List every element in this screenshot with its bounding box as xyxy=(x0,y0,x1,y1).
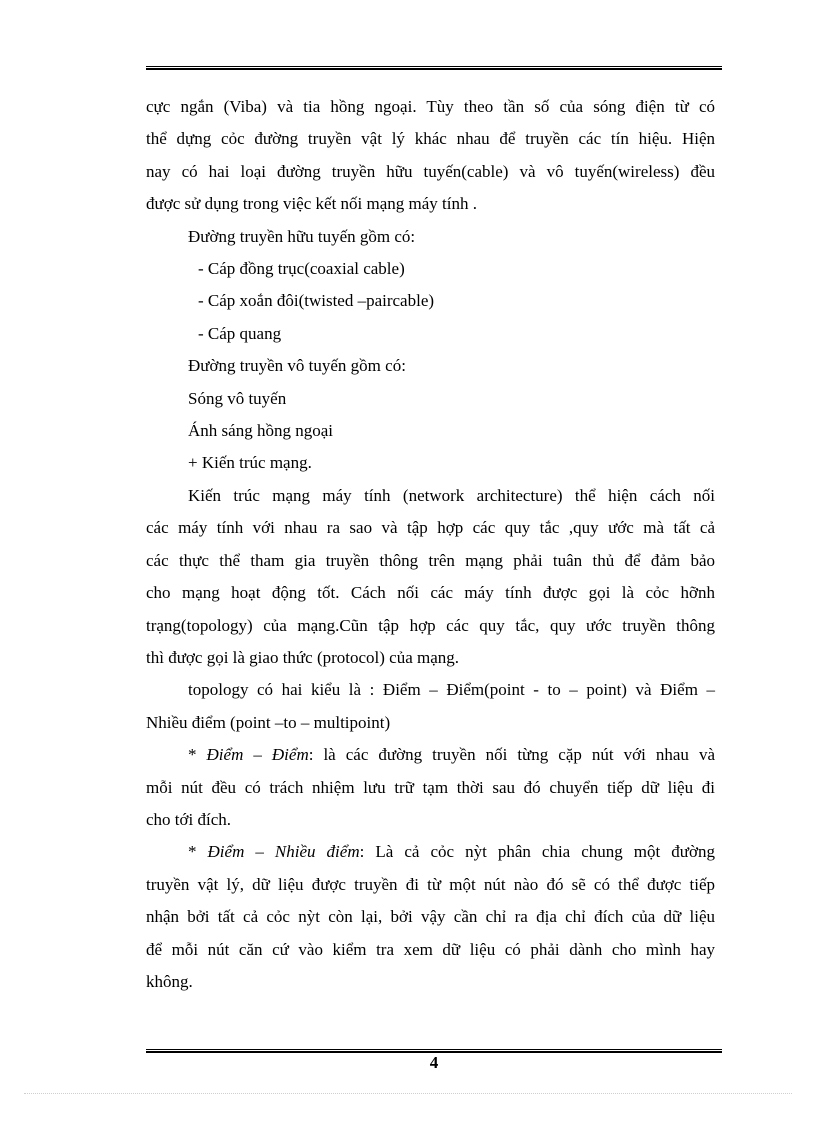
text-line: cực ngắn (Viba) và tia hồng ngoại. Tùy theo tần số của sóng điện từ có xyxy=(146,97,715,116)
text-line: trạng(topology) của mạng.Cũn tập hợp các quy tắc, quy ước truyền thông xyxy=(146,615,715,635)
text-line: nay có hai loại đường truyền hữu tuyến(cable) và vô tuyến(wireless) đều xyxy=(146,161,715,181)
text-line: các máy tính với nhau ra sao và tập hợp các quy tắc ,quy ước mà tất cả xyxy=(146,518,715,538)
page-number: 4 xyxy=(429,1053,439,1072)
text-line: cho mạng hoạt động tốt. Cách nối các máy tính được gọi là cỏc hỡnh xyxy=(146,583,715,603)
list-item: - Cáp đồng trục(coaxial cable) xyxy=(198,259,405,279)
text-line: truyền vật lý, dữ liệu được truyền đi từ một nút nào đó sẽ có thể được tiếp xyxy=(146,874,715,894)
text-line: nhận bởi tất cả cỏc nỳt còn lại, bởi vậy cần chỉ ra địa chỉ đích của dữ liệu xyxy=(146,907,715,927)
definition-line xyxy=(146,836,715,868)
text-line: để mỗi nút căn cứ vào kiểm tra xem dữ liệu có phải dành cho mình hay xyxy=(146,939,715,959)
text-line: Đường truyền vô tuyến gồm có: xyxy=(188,356,406,376)
header-rule xyxy=(146,66,722,70)
list-item: - Cáp quang xyxy=(198,323,282,343)
text-line: thể dựng cỏc đường truyền vật lý khác nhau để truyền các tín hiệu. Hiện xyxy=(146,129,715,149)
term-point-to-point: Điểm – Điểm xyxy=(206,745,309,765)
list-item: - Cáp xoắn đôi(twisted –paircable) xyxy=(198,291,435,311)
text-line: các thực thể tham gia truyền thông trên mạng phải tuân thủ để đảm bảo xyxy=(146,550,715,570)
text-line: topology có hai kiểu là : Điểm – Điểm(point - to – point) và Điểm – xyxy=(188,680,715,700)
definition-line xyxy=(146,739,715,771)
bullet-prefix: * xyxy=(188,842,208,862)
text-line: Đường truyền hữu tuyến gồm có: xyxy=(188,226,416,246)
definition-text: : là các đường truyền nối từng cặp nút với nhau và xyxy=(308,745,715,765)
text-line: Nhiều điểm (point –to – multipoint) xyxy=(146,712,391,732)
section-heading: + Kiến trúc mạng. xyxy=(188,453,312,473)
page-body xyxy=(146,91,715,998)
definition-text: : Là cả cỏc nỳt phân chia chung một đường xyxy=(359,842,715,862)
text-line: không. xyxy=(146,971,193,991)
term-multipoint: Điểm – Nhiều điểm xyxy=(207,842,360,862)
bullet-prefix: * xyxy=(188,745,207,765)
text-line: thì được gọi là giao thức (protocol) của mạng. xyxy=(146,647,460,667)
text-line: Kiến trúc mạng máy tính (network architecture) thể hiện cách nối xyxy=(188,485,715,505)
list-item: Sóng vô tuyến xyxy=(188,388,287,408)
page-edge-dotted-line xyxy=(24,1093,792,1094)
text-line: được sử dụng trong việc kết nối mạng máy tính . xyxy=(146,194,478,214)
text-line: mỗi nút đều có trách nhiệm lưu trữ tạm thời sau đó chuyển tiếp dữ liệu đi xyxy=(146,777,715,797)
list-item: Ánh sáng hồng ngoại xyxy=(188,421,333,441)
text-line: cho tới đích. xyxy=(146,809,231,829)
